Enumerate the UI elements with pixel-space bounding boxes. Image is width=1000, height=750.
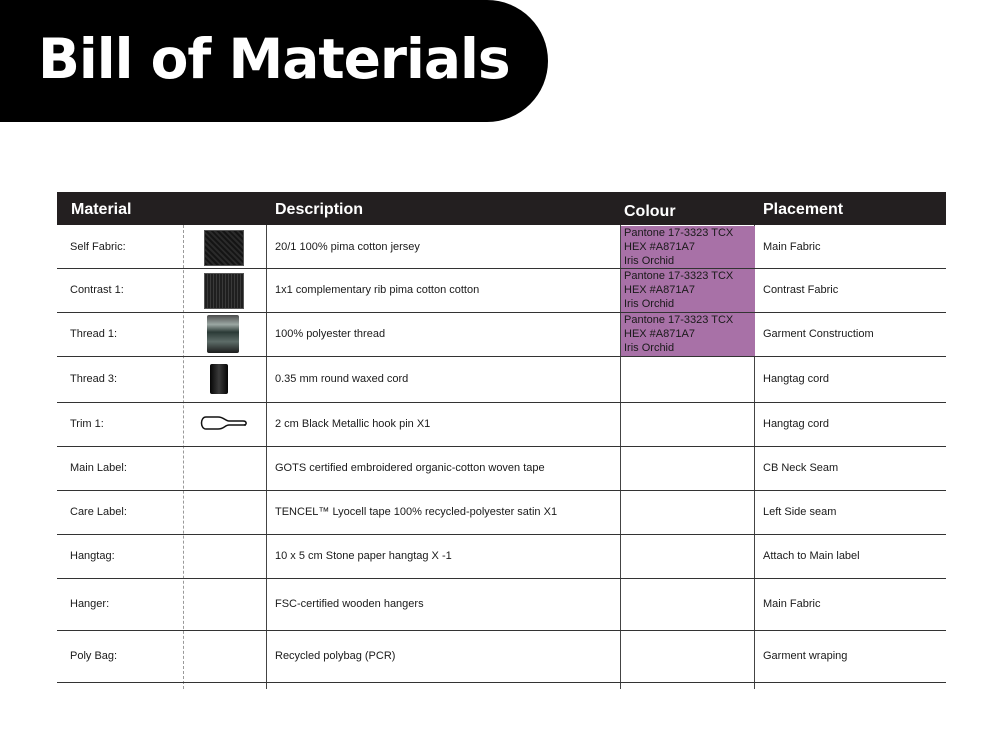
placement-cell: Garment Constructiom xyxy=(763,328,874,340)
colour-swatch-cell xyxy=(621,226,755,268)
material-cell: Hanger: xyxy=(70,598,110,610)
waxed-cord-image xyxy=(210,364,228,394)
placement-cell: Main Fabric xyxy=(763,598,821,610)
description-cell: 100% polyester thread xyxy=(275,328,386,340)
description-cell: 2 cm Black Metallic hook pin X1 xyxy=(275,418,431,430)
hook-pin-icon xyxy=(198,413,250,433)
row-divider xyxy=(57,356,946,357)
description-cell: 0.35 mm round waxed cord xyxy=(275,373,409,385)
description-cell: 1x1 complementary rib pima cotton cotton xyxy=(275,284,480,296)
placement-cell: Left Side seam xyxy=(763,506,837,518)
description-cell: TENCEL™ Lyocell tape 100% recycled-polyester satin X1 xyxy=(275,506,558,518)
material-cell: Thread 3: xyxy=(70,373,118,385)
description-cell: FSC-certified wooden hangers xyxy=(275,598,424,610)
header-placement: Placement xyxy=(763,201,844,218)
row-divider xyxy=(57,630,946,631)
page-title: Bill of Materials xyxy=(38,27,510,91)
description-cell: GOTS certified embroidered organic-cotton woven tape xyxy=(275,462,545,474)
colour-swatch-cell xyxy=(621,313,755,356)
material-cell: Hangtag: xyxy=(70,550,115,562)
row-divider xyxy=(57,682,946,683)
title-banner xyxy=(0,0,548,122)
material-cell: Trim 1: xyxy=(70,418,104,430)
colour-line: Pantone 17-3323 TCX xyxy=(624,314,734,326)
colour-line: HEX #A871A7 xyxy=(624,328,695,340)
bom-table xyxy=(57,192,946,689)
colour-line: HEX #A871A7 xyxy=(624,241,695,253)
header-material: Material xyxy=(71,201,132,218)
row-divider xyxy=(57,534,946,535)
row-divider xyxy=(57,402,946,403)
placement-cell: Contrast Fabric xyxy=(763,284,839,296)
column-divider xyxy=(183,225,184,689)
placement-cell: Garment wraping xyxy=(763,650,848,662)
material-cell: Care Label: xyxy=(70,506,127,518)
description-cell: Recycled polybag (PCR) xyxy=(275,650,396,662)
placement-cell: Hangtag cord xyxy=(763,373,830,385)
colour-line: Pantone 17-3323 TCX xyxy=(624,227,734,239)
header-colour: Colour xyxy=(624,203,676,220)
black-fabric-swatch xyxy=(204,230,244,266)
colour-line: Iris Orchid xyxy=(624,255,675,267)
colour-swatch-cell xyxy=(621,269,755,312)
black-rib-fabric-swatch xyxy=(204,273,244,309)
row-divider xyxy=(57,578,946,579)
row-divider xyxy=(57,268,946,269)
colour-line: Pantone 17-3323 TCX xyxy=(624,270,734,282)
material-cell: Poly Bag: xyxy=(70,650,118,662)
material-cell: Self Fabric: xyxy=(70,240,126,253)
row-divider xyxy=(57,312,946,313)
material-cell: Main Label: xyxy=(70,462,127,474)
table-header xyxy=(57,192,946,225)
material-cell: Contrast 1: xyxy=(70,284,124,296)
row-divider xyxy=(57,446,946,447)
placement-cell: CB Neck Seam xyxy=(763,462,839,474)
colour-line: Iris Orchid xyxy=(624,342,675,354)
row-divider xyxy=(57,490,946,491)
placement-cell: Attach to Main label xyxy=(763,550,860,562)
thread-spool-image xyxy=(207,315,239,353)
description-cell: 10 x 5 cm Stone paper hangtag X -1 xyxy=(275,550,452,562)
colour-line: HEX #A871A7 xyxy=(624,284,695,296)
material-cell: Thread 1: xyxy=(70,328,118,340)
placement-cell: Main Fabric xyxy=(763,240,821,253)
column-divider xyxy=(266,225,267,689)
header-description: Description xyxy=(275,201,364,218)
placement-cell: Hangtag cord xyxy=(763,418,830,430)
description-cell: 20/1 100% pima cotton jersey xyxy=(275,240,420,253)
colour-line: Iris Orchid xyxy=(624,298,675,310)
